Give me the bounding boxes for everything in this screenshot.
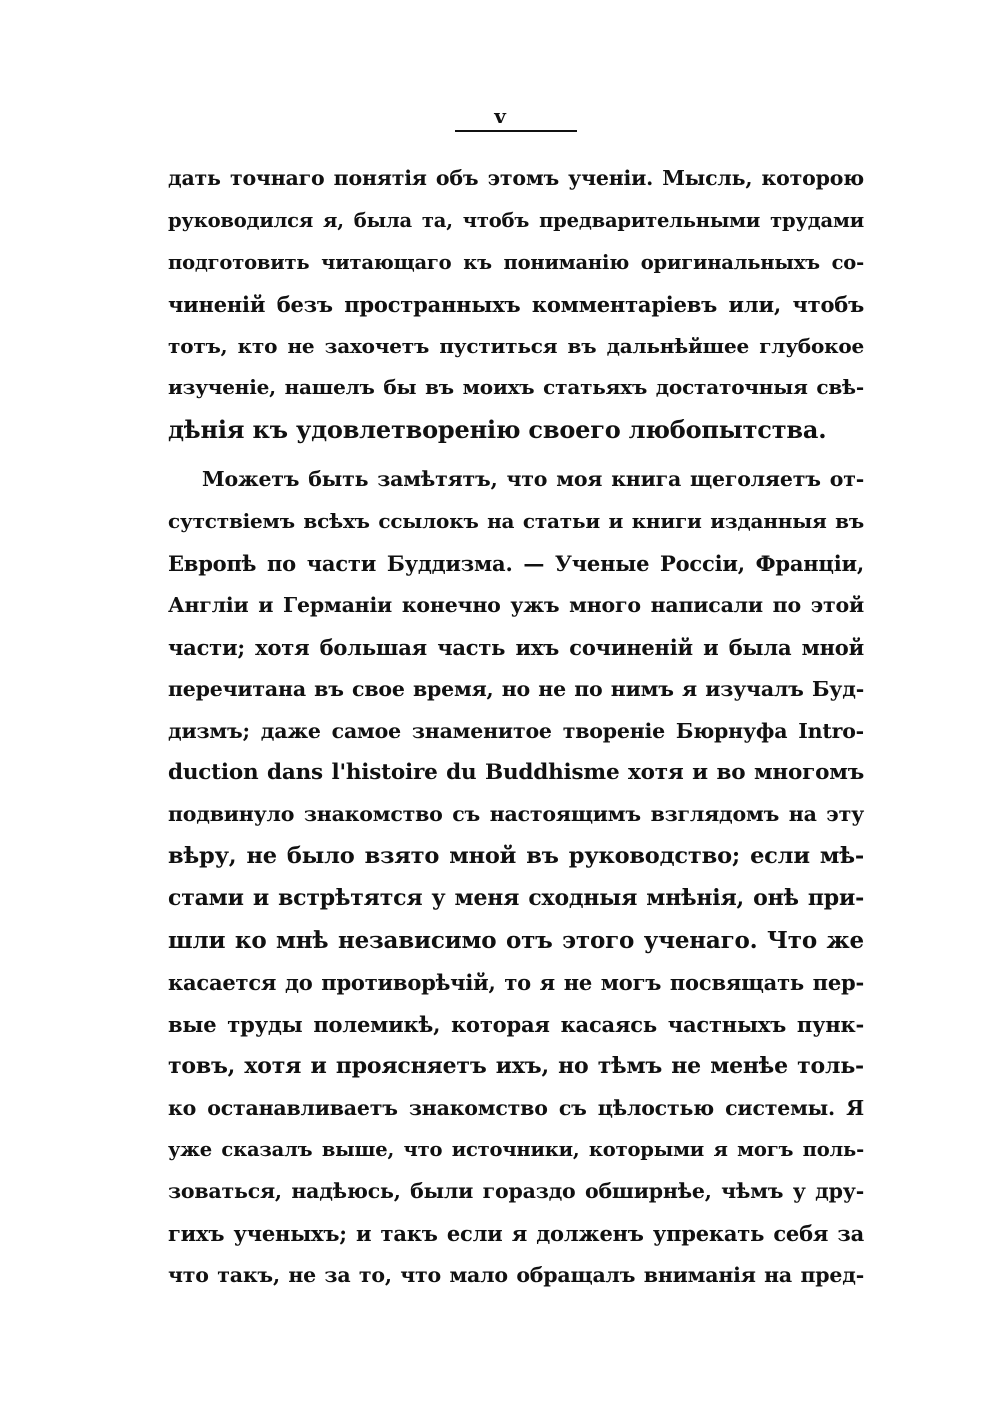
header-rule	[455, 130, 577, 132]
text-line: изученіе, нашелъ бы въ моихъ статьяхъ достаточныя свѣ-	[168, 375, 864, 400]
text-line: вѣру, не было взято мной въ руководство; если мѣ-	[168, 843, 864, 870]
text-line: касается до противорѣчій, то я не могъ посвящать пер-	[168, 969, 864, 995]
text-line: сутствіемъ всѣхъ ссылокъ на статьи и книги изданныя въ	[168, 509, 864, 534]
text-line: шли ко мнѣ независимо отъ этого ученаго. Что же	[168, 927, 864, 955]
text-line: гихъ ученыхъ; и такъ если я долженъ упрекать себя за	[168, 1221, 864, 1247]
text-line: уже сказалъ выше, что источники, которыми я могъ поль-	[168, 1138, 864, 1162]
text-line: товъ, хотя и проясняетъ ихъ, но тѣмъ не менѣе толь-	[168, 1052, 864, 1079]
page-number: v	[494, 104, 506, 128]
text-line: дѣнія къ удовлетворенію своего любопытства.	[168, 415, 827, 445]
text-line: чиненій безъ пространныхъ комментаріевъ или, чтобъ	[168, 291, 864, 317]
text-line: перечитана въ свое время, но не по нимъ я изучалъ Буд-	[168, 676, 864, 701]
paragraph-1	[168, 158, 864, 451]
page-header	[0, 104, 1000, 144]
text-line: руководился я, была та, чтобъ предварительными трудами	[168, 208, 864, 232]
text-line: зоваться, надѣюсь, были гораздо обширнѣе, чѣмъ у дру-	[168, 1179, 864, 1204]
text-line: подготовить читающаго къ пониманію оригинальныхъ со-	[168, 250, 864, 274]
text-line: стами и встрѣтятся у меня сходныя мнѣнія, онѣ при-	[168, 885, 864, 912]
text-line: ко останавливаетъ знакомство съ цѣлостью системы. Я	[168, 1095, 864, 1120]
text-line: что такъ, не за то, что мало обращалъ вниманія на пред-	[168, 1263, 864, 1288]
text-line: Можетъ быть замѣтятъ, что моя книга щеголяетъ от-	[202, 467, 864, 492]
text-line: части; хотя большая часть ихъ сочиненій и была мной	[168, 634, 864, 660]
text-line: подвинуло знакомство съ настоящимъ взглядомъ на эту	[168, 802, 864, 827]
text-line: вые труды полемикѣ, которая касаясь частныхъ пунк-	[168, 1011, 864, 1037]
text-line: дать точнаго понятія объ этомъ ученіи. Мысль, которою	[168, 166, 864, 190]
text-line: duction dans l'histoire du Buddhisme хотя и во многомъ	[168, 760, 864, 786]
text-line: Европѣ по части Буддизма. — Ученые Россіи, Франціи,	[168, 551, 864, 577]
text-body	[168, 158, 864, 1297]
paragraph-2	[168, 459, 864, 1297]
paragraph-gap	[168, 451, 864, 459]
text-line: Англіи и Германіи конечно ужъ много написали по этой	[168, 592, 864, 617]
text-line: тотъ, кто не захочетъ пуститься въ дальнѣйшее глубокое	[168, 333, 864, 358]
text-line: дизмъ; даже самое знаменитое твореніе Бюрнуфа Intro-	[168, 718, 864, 743]
